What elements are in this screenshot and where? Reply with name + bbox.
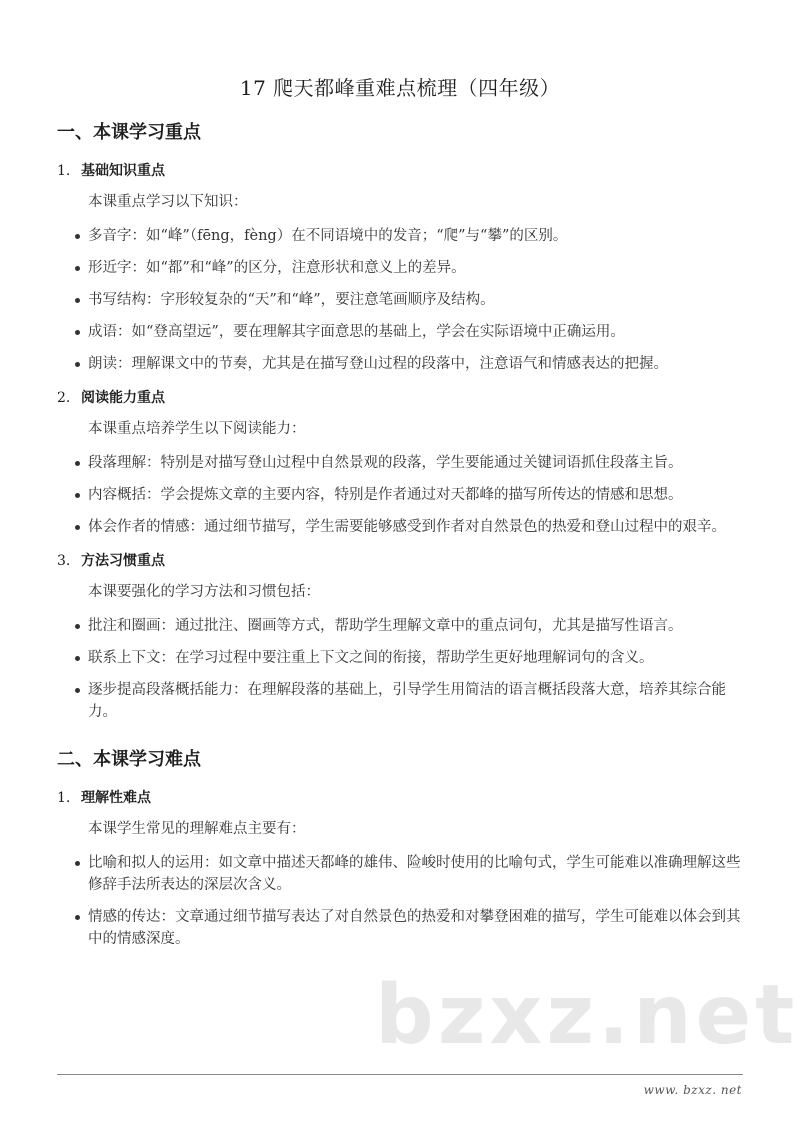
bullet-icon: [75, 525, 80, 530]
bullet-icon: [75, 298, 80, 303]
subsection-intro: 本课学生常见的理解难点主要有：: [88, 821, 306, 837]
subsection-heading-reading-ability: [57, 387, 747, 409]
subsection-title: 基础知识重点: [81, 163, 165, 179]
bullet-icon: [75, 624, 80, 629]
document-body: [57, 118, 747, 960]
watermark: bzxz.net: [375, 968, 799, 1063]
subsection-title: 理解性难点: [81, 790, 151, 806]
list-item: 多音字：如“峰”（fēng，fèng）在不同语境中的发音；“爬”与“攀”的区别。: [57, 225, 747, 247]
list-item: 联系上下文：在学习过程中要注重上下文之间的衔接，帮助学生更好地理解词句的含义。: [57, 647, 747, 669]
list-item: 内容概括：学会提炼文章的主要内容，特别是作者通过对天都峰的描写所传达的情感和思想。: [57, 484, 747, 506]
list-item: 朗读：理解课文中的节奏，尤其是在描写登山过程的段落中，注意语气和情感表达的把握。: [57, 353, 747, 375]
subsection-intro: 本课重点培养学生以下阅读能力：: [88, 421, 306, 437]
bullet-icon: [75, 461, 80, 466]
list-item: 比喻和拟人的运用：如文章中描述天都峰的雄伟、险峻时使用的比喻句式，学生可能难以准确理解这些修辞手法所表达的深层次含义。: [57, 852, 747, 896]
bullet-list-comprehension-difficulties: [57, 852, 747, 950]
bullet-icon: [75, 656, 80, 661]
subsection-intro: 本课重点学习以下知识：: [88, 194, 248, 210]
list-item: 批注和圈画：通过批注、圈画等方式，帮助学生理解文章中的重点词句，尤其是描写性语言。: [57, 615, 747, 637]
bullet-icon: [75, 362, 80, 367]
bullet-list-basic-knowledge: [57, 225, 747, 375]
subsection-heading-basic-knowledge: [57, 160, 747, 182]
list-item: 书写结构：字形较复杂的“天”和“峰”，要注意笔画顺序及结构。: [57, 289, 747, 311]
section-heading-difficulties: 二、本课学习难点: [57, 749, 201, 770]
list-item: 体会作者的情感：通过细节描写，学生需要能够感受到作者对自然景色的热爱和登山过程中的艰辛。: [57, 516, 747, 538]
bullet-list-method-habits: [57, 615, 747, 723]
bullet-icon: [75, 915, 80, 920]
footer-divider: [57, 1074, 743, 1075]
subsection-intro: 本课要强化的学习方法和习惯包括：: [88, 584, 320, 600]
subsection-number: 1.: [57, 163, 71, 179]
bullet-icon: [75, 493, 80, 498]
bullet-icon: [75, 266, 80, 271]
bullet-icon: [75, 861, 80, 866]
bullet-list-reading-ability: [57, 452, 747, 538]
list-item: 逐步提高段落概括能力：在理解段落的基础上，引导学生用简洁的语言概括段落大意，培养其综合能力。: [57, 679, 747, 723]
footer-url: www. bzxz. net: [643, 1083, 742, 1097]
bullet-icon: [75, 330, 80, 335]
bullet-icon: [75, 688, 80, 693]
subsection-heading-comprehension-difficulties: [57, 787, 747, 809]
subsection-title: 阅读能力重点: [81, 390, 165, 406]
section-heading-key-points: 一、本课学习重点: [57, 122, 201, 143]
list-item: 成语：如“登高望远”，要在理解其字面意思的基础上，学会在实际语境中正确运用。: [57, 321, 747, 343]
subsection-title: 方法习惯重点: [81, 553, 165, 569]
subsection-number: 1.: [57, 790, 71, 806]
subsection-number: 2.: [57, 390, 71, 406]
document-title: 17 爬天都峰重难点梳理（四年级）: [239, 76, 561, 100]
subsection-number: 3.: [57, 553, 71, 569]
list-item: 段落理解：特别是对描写登山过程中自然景观的段落，学生要能通过关键词语抓住段落主旨。: [57, 452, 747, 474]
bullet-icon: [75, 234, 80, 239]
subsection-heading-method-habits: [57, 550, 747, 572]
list-item: 形近字：如“都”和“峰”的区分，注意形状和意义上的差异。: [57, 257, 747, 279]
list-item: 情感的传达：文章通过细节描写表达了对自然景色的热爱和对攀登困难的描写，学生可能难以体会到其中的情感深度。: [57, 906, 747, 950]
